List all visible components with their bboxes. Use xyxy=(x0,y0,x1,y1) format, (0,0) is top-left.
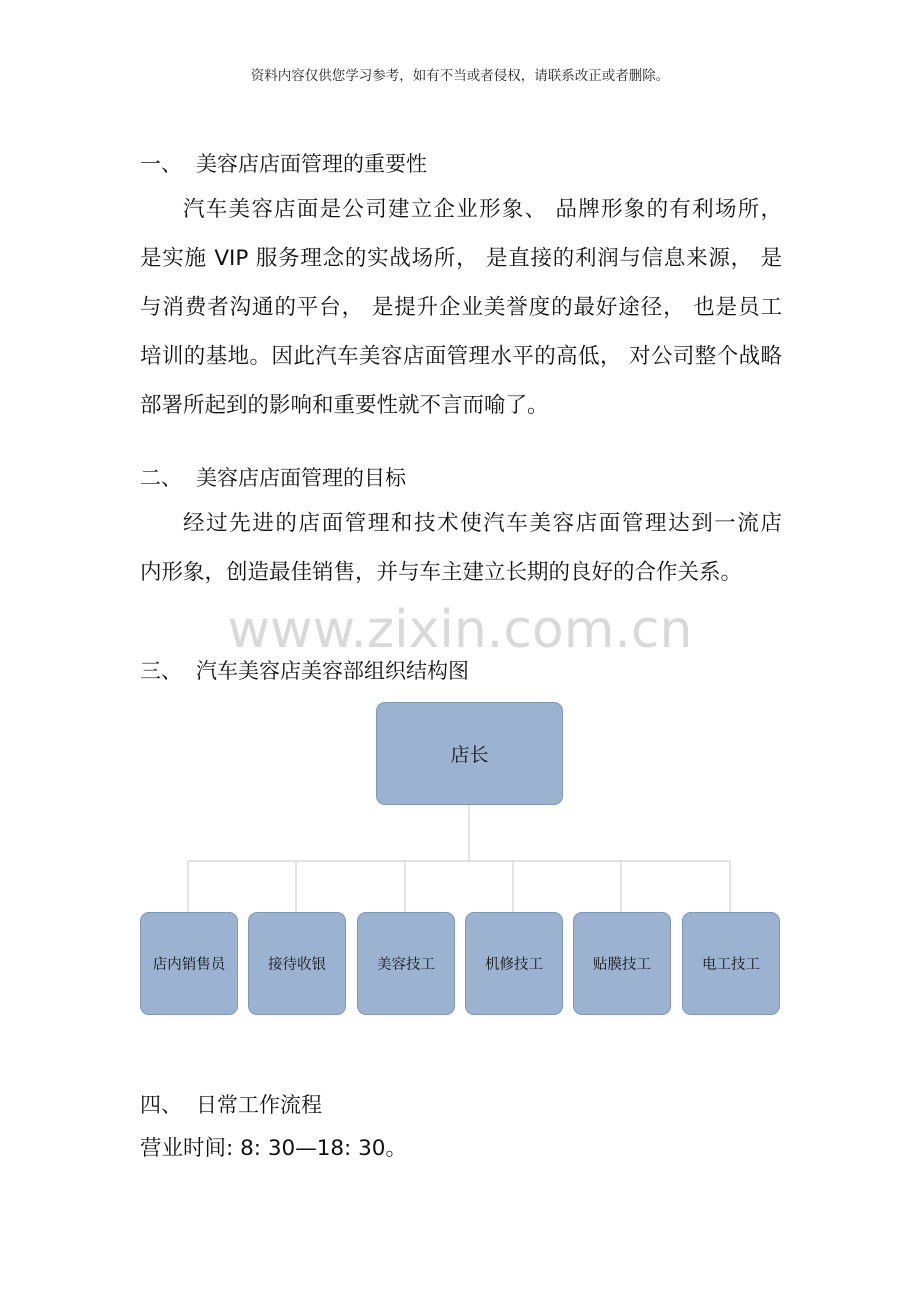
section-number: 三、 xyxy=(140,659,182,683)
org-node-staff: 电工技工 xyxy=(682,912,780,1015)
org-node-staff: 贴膜技工 xyxy=(573,912,671,1015)
org-node-staff: 美容技工 xyxy=(357,912,455,1015)
section-number: 四、 xyxy=(140,1093,182,1117)
paragraph-line: 经过先进的店面管理和技术使汽车美容店面管理达到一流店 xyxy=(183,511,782,536)
org-node-store-manager: 店长 xyxy=(376,702,563,805)
section-title: 汽车美容店美容部组织结构图 xyxy=(196,659,469,683)
paragraph-line: 与消费者沟通的平台， 是提升企业美誉度的最好途径， 也是员工 xyxy=(140,295,782,320)
section-title: 日常工作流程 xyxy=(196,1093,322,1117)
org-node-staff: 接待收银 xyxy=(248,912,346,1015)
section-title: 美容店店面管理的目标 xyxy=(196,466,406,490)
org-node-staff: 店内销售员 xyxy=(140,912,238,1015)
paragraph-line: 内形象，创造最佳销售，并与车主建立长期的良好的合作关系。 xyxy=(140,560,743,585)
section-4-heading xyxy=(140,1089,322,1119)
disclaimer-note: 资料内容仅供您学习参考，如有不当或者侵权，请联系改正或者删除。 xyxy=(250,68,670,84)
section-title: 美容店店面管理的重要性 xyxy=(196,152,427,176)
section-number: 一、 xyxy=(140,152,182,176)
business-hours: 营业时间: 8: 30—18: 30。 xyxy=(140,1136,407,1161)
paragraph-line: 是实施 VIP 服务理念的实战场所， 是直接的利润与信息来源， 是 xyxy=(140,246,782,271)
section-number: 二、 xyxy=(140,466,182,490)
watermark: www.zixin.com.cn xyxy=(227,600,693,660)
paragraph-line: 部署所起到的影响和重要性就不言而喻了。 xyxy=(140,393,549,418)
paragraph-line: 培训的基地。因此汽车美容店面管理水平的高低， 对公司整个战略 xyxy=(140,344,782,369)
paragraph-line: 汽车美容店面是公司建立企业形象、 品牌形象的有利场所， xyxy=(183,197,782,222)
org-node-staff: 机修技工 xyxy=(465,912,563,1015)
